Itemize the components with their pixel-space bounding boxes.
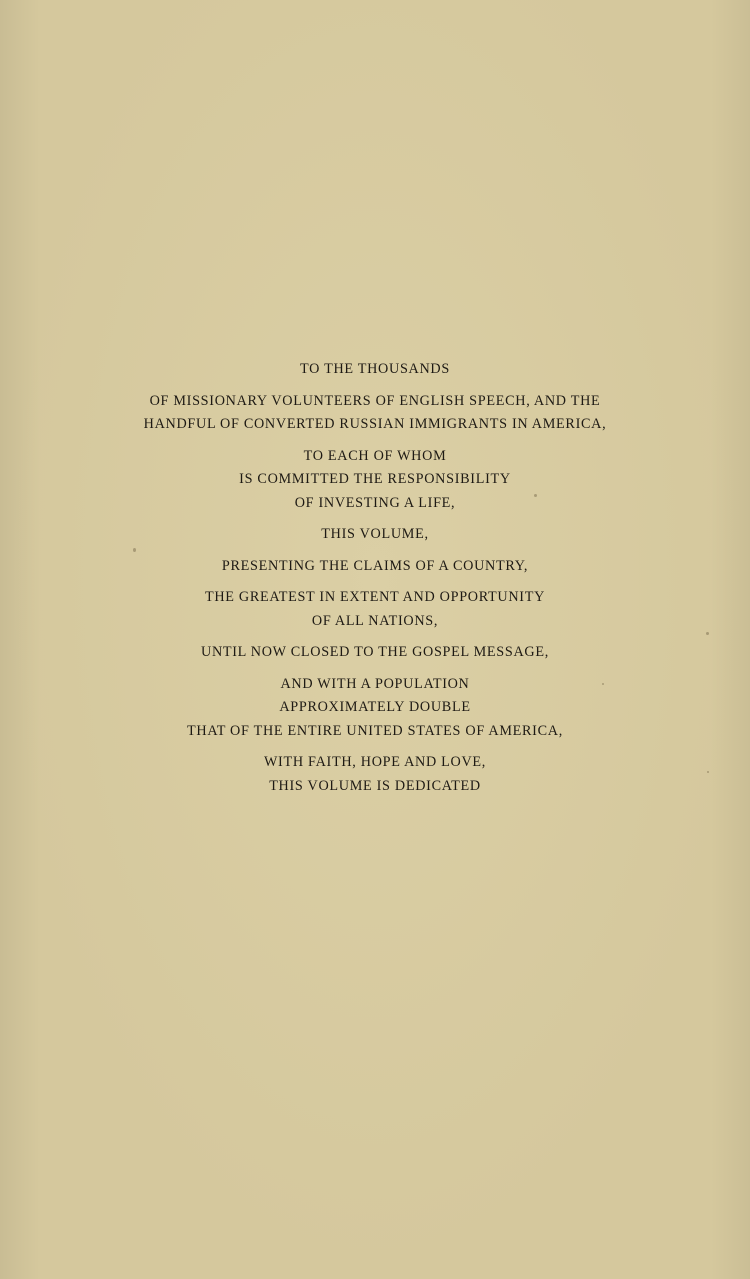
dedication-line: TO THE THOUSANDS	[300, 361, 450, 377]
dedication-line: IS COMMITTED THE RESPONSIBILITY	[239, 471, 511, 487]
dedication-line: OF ALL NATIONS,	[311, 612, 439, 629]
dedication-line: OF MISSIONARY VOLUNTEERS OF ENGLISH SPEECH, AND THE	[149, 392, 601, 409]
dedication-line: AND WITH A POPULATION	[280, 675, 470, 692]
dedication-line: THIS VOLUME IS DEDICATED	[269, 777, 481, 794]
dedication-line: OF INVESTING A LIFE,	[294, 494, 456, 511]
dedication-line: UNTIL NOW CLOSED TO THE GOSPEL MESSAGE,	[201, 644, 549, 660]
dedication-line: THE GREATEST IN EXTENT AND OPPORTUNITY	[204, 589, 546, 605]
dedication-block	[20, 358, 730, 798]
dedication-line: HANDFUL OF CONVERTED RUSSIAN IMMIGRANTS IN AMERICA,	[143, 416, 607, 432]
dedication-line: THIS VOLUME,	[321, 526, 429, 542]
dedication-line: THAT OF THE ENTIRE UNITED STATES OF AMERICA,	[187, 722, 563, 739]
dedication-line: TO EACH OF WHOM	[303, 447, 447, 464]
dedication-line: WITH FAITH, HOPE AND LOVE,	[263, 754, 487, 770]
dedication-line: APPROXIMATELY DOUBLE	[279, 699, 471, 715]
dedication-line: PRESENTING THE CLAIMS OF A COUNTRY,	[221, 557, 529, 574]
